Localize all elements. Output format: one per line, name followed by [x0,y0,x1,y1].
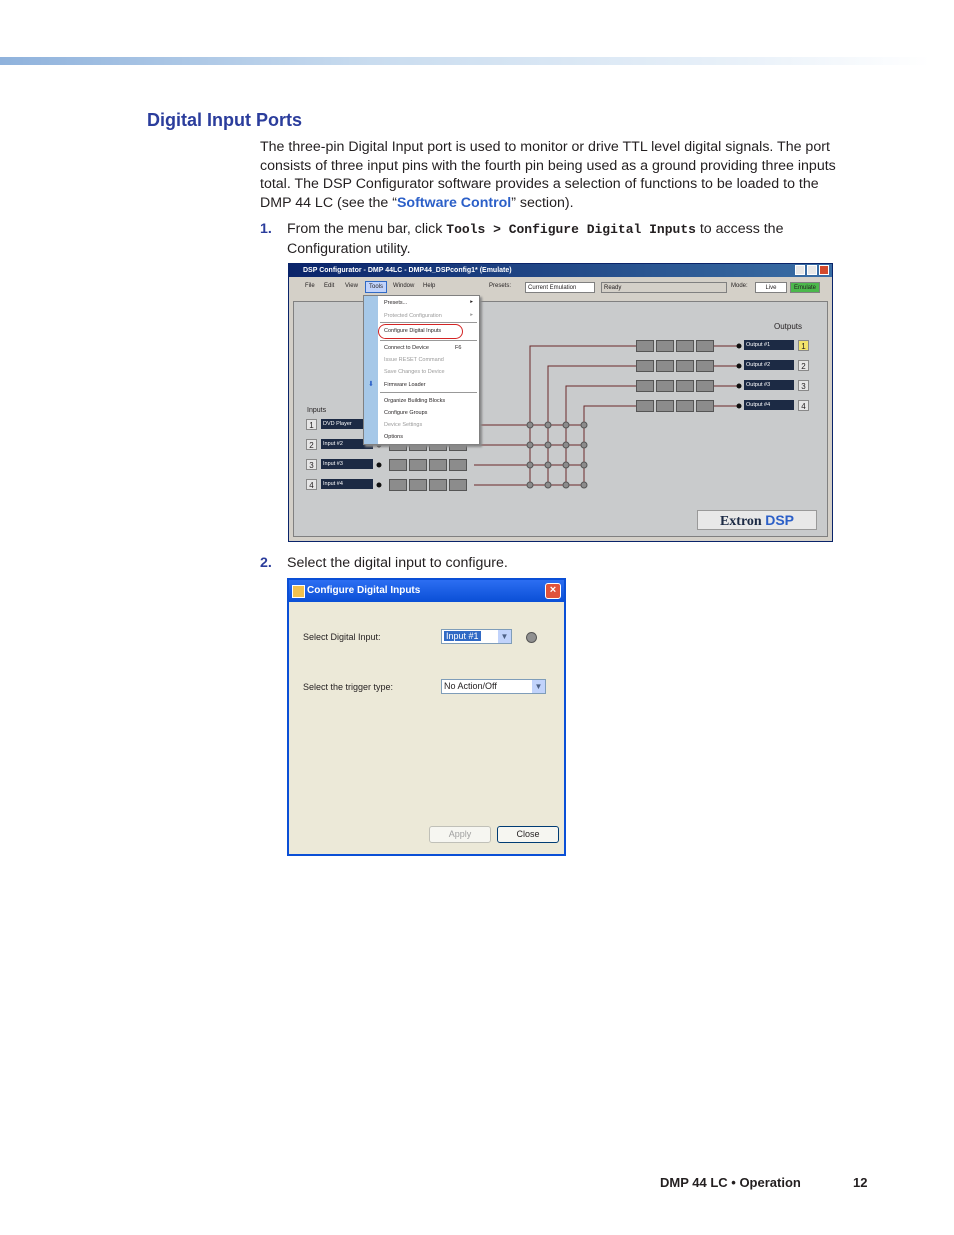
intro-text-a: The three-pin Digital Input port is used to monitor or drive TTL level digital signals. The port consists of three input pins with the fourth pin being used as a ground providing three inputs total. The DSP Configurator software provides a selection of functions to be loaded to the DMP 44 LC (see the “ [260,139,836,211]
chevron-down-icon: ▼ [498,630,511,643]
step-text-b: to access the Configuration utility. [287,221,784,257]
window-titlebar [289,264,832,277]
menu-bar [293,281,828,296]
input-number: 1 [306,419,317,430]
input-name[interactable]: Input #3 [321,459,373,469]
output-number: 2 [798,360,809,371]
output-block[interactable] [636,380,654,392]
output-number: 1 [798,340,809,351]
digital-input-value: Input #1 [446,631,479,641]
output-block[interactable] [656,400,674,412]
firmware-arrow-icon: ⬇ [368,381,374,388]
menu-item-configure-groups[interactable]: Configure Groups [384,410,428,416]
mode-live-label: Live [765,285,777,291]
presets-value: Current Emulation [528,285,577,291]
menu-separator [380,322,477,323]
status-field [601,282,727,293]
input-name[interactable]: Input #4 [321,479,373,489]
menu-item-issue-reset-command: Issue RESET Command [384,357,444,363]
mode-emulate-button[interactable] [790,282,820,293]
input-name[interactable]: Input #2 [321,439,373,449]
menu-item-options[interactable]: Options [384,434,403,440]
input-block[interactable] [449,479,467,491]
menu-separator [380,340,477,341]
input-block[interactable] [409,479,427,491]
output-name[interactable]: Output #4 [744,400,794,410]
submenu-arrow-icon: ▸ [470,299,473,305]
menu-item-configure-digital-inputs[interactable]: Configure Digital Inputs [384,328,442,334]
output-block[interactable] [656,360,674,372]
menu-item-organize-building-blocks[interactable]: Organize Building Blocks [384,398,446,404]
input-block[interactable] [449,459,467,471]
dialog-titlebar [289,580,564,602]
mode-label: Mode: [731,283,748,289]
input-status-led [526,632,537,643]
menu-item-firmware-loader[interactable]: Firmware Loader [384,382,426,388]
dsp-configurator-screenshot [288,263,833,542]
menu-file[interactable]: File [305,283,315,289]
minimize-icon[interactable] [795,265,805,275]
output-block[interactable] [696,400,714,412]
inputs-label: Inputs [307,407,327,414]
mode-emulate-label: Emulate [793,285,816,291]
output-block[interactable] [676,360,694,372]
step-text: Select the digital input to configure. [287,555,508,571]
software-control-link[interactable]: Software Control [396,194,512,211]
output-number: 4 [798,400,809,411]
input-number: 2 [306,439,317,450]
step-number: 2. [260,555,272,571]
output-block[interactable] [696,360,714,372]
menu-side-strip [364,296,378,444]
menu-separator [380,392,477,393]
menu-view[interactable]: View [345,283,358,289]
dialog-title: Configure Digital Inputs [307,585,421,596]
input-block[interactable] [429,459,447,471]
output-name[interactable]: Output #1 [744,340,794,350]
input-number: 3 [306,459,317,470]
step-text-a: From the menu bar, click [287,221,447,237]
input-block[interactable] [429,479,447,491]
header-gradient-bar [0,57,930,65]
outputs-label: Outputs [774,322,803,331]
close-icon[interactable]: × [545,583,561,599]
trigger-type-label: Select the trigger type: [303,682,394,692]
intro-text-b: ” section). [511,194,574,211]
step-text [287,220,857,258]
output-block[interactable] [676,380,694,392]
submenu-arrow-icon: ▸ [470,312,473,318]
menu-item-connect-to-device[interactable]: Connect to Device [384,345,429,351]
step-number: 1. [260,221,272,237]
output-block[interactable] [636,340,654,352]
status-text: Ready [604,285,622,291]
chevron-down-icon: ▼ [532,680,545,693]
trigger-type-value: No Action/Off [444,681,497,691]
menu-path-code: Tools > Configure Digital Inputs [446,222,696,237]
input-number: 4 [306,479,317,490]
logo-product: DSP [765,512,795,528]
output-block[interactable] [696,380,714,392]
output-block[interactable] [676,340,694,352]
presets-label: Presets: [489,283,512,289]
menu-item-protected-configuration: Protected Configuration [384,313,442,319]
app-icon [292,585,305,598]
input-block[interactable] [409,459,427,471]
presets-select[interactable] [525,282,595,293]
apply-button[interactable]: Apply [429,826,491,843]
output-block[interactable] [656,380,674,392]
menu-tools[interactable]: Tools [365,281,387,293]
menu-edit[interactable]: Edit [324,283,335,289]
output-block[interactable] [676,400,694,412]
output-block[interactable] [636,360,654,372]
trigger-type-select[interactable] [441,679,546,694]
input-name[interactable]: DVD Player [321,419,373,429]
output-block[interactable] [656,340,674,352]
section-title: Digital Input Ports [147,110,302,130]
input-block[interactable] [389,459,407,471]
window-title: DSP Configurator - DMP 44LC - DMP44_DSPconfig1* (Emulate) [303,267,512,274]
output-block[interactable] [696,340,714,352]
select-input-label: Select Digital Input: [303,632,381,642]
output-name[interactable]: Output #2 [744,360,794,370]
digital-input-select[interactable] [441,629,512,644]
output-name[interactable]: Output #3 [744,380,794,390]
maximize-icon[interactable] [807,265,817,275]
output-number: 3 [798,380,809,391]
page-number: 12 [853,1175,868,1190]
configure-digital-inputs-dialog [287,578,566,856]
menu-item-presets[interactable]: Presets... [384,300,408,306]
logo-brand: Extron [719,514,762,529]
close-icon[interactable] [819,265,829,275]
input-block[interactable] [389,479,407,491]
close-button[interactable]: Close [497,826,559,843]
intro-paragraph [260,138,850,212]
tools-dropdown-menu [363,295,480,445]
mode-live-button[interactable] [755,282,787,293]
menu-item-device-settings: Device Settings [384,422,423,428]
menu-help[interactable]: Help [423,283,436,289]
shortcut-f6: F6 [455,345,462,351]
footer-text: DMP 44 LC • Operation [660,1175,801,1190]
extron-dsp-logo [697,510,817,530]
menu-item-save-changes-to-device: Save Changes to Device [384,369,445,375]
menu-window[interactable]: Window [393,283,415,289]
output-block[interactable] [636,400,654,412]
